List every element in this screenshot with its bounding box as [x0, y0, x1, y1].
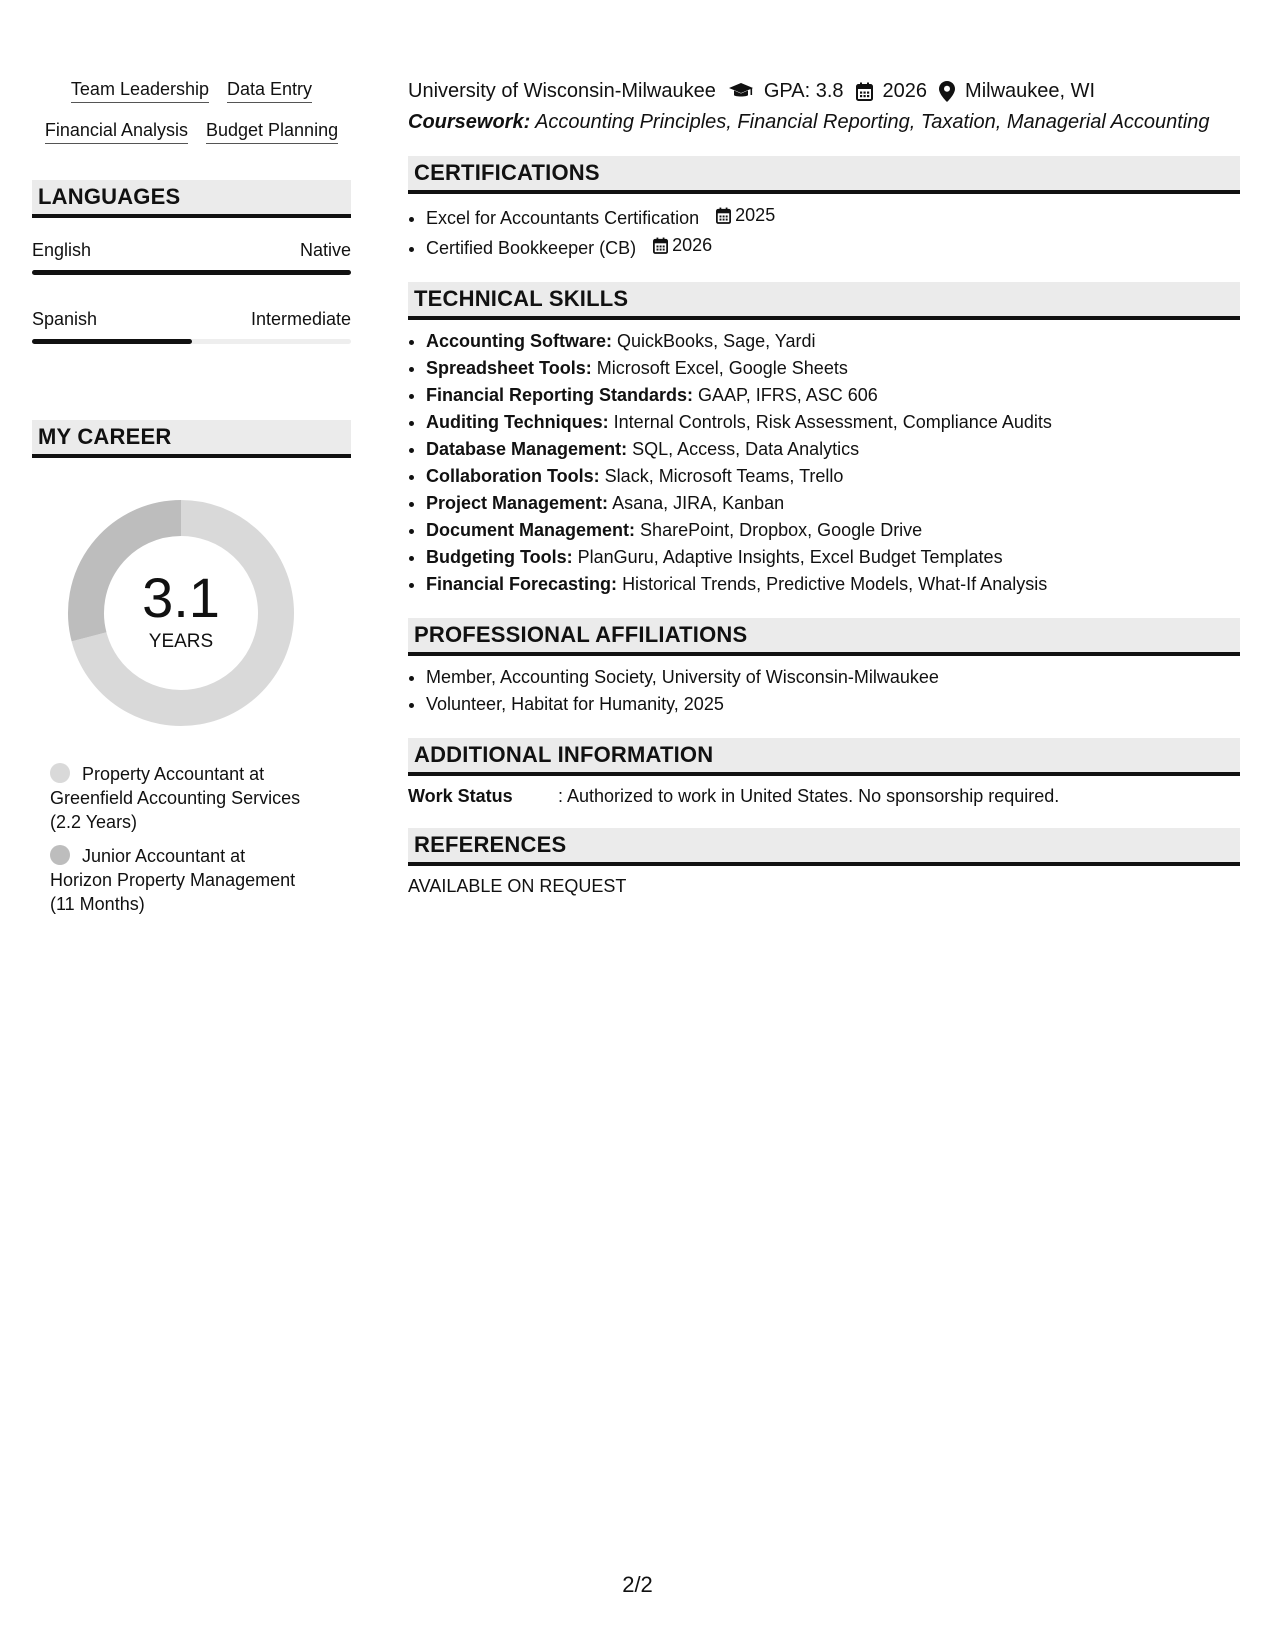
- skill-label: Accounting Software:: [426, 331, 613, 351]
- career-total-unit: YEARS: [148, 631, 214, 652]
- calendar-icon: [653, 237, 668, 254]
- skill-value: QuickBooks, Sage, Yardi: [617, 331, 816, 351]
- career-duration: (11 Months): [50, 894, 145, 914]
- language-name: English: [32, 240, 92, 260]
- language-name: Spanish: [32, 309, 98, 329]
- skill-value: Asana, JIRA, Kanban: [612, 493, 785, 513]
- list-item: [426, 382, 1240, 409]
- career-heading: MY CAREER: [32, 420, 351, 458]
- affiliations-heading: PROFESSIONAL AFFILIATIONS: [408, 618, 1240, 656]
- language-level: Intermediate: [250, 309, 351, 329]
- career-legend-item: [50, 762, 351, 834]
- career-legend: [50, 762, 351, 916]
- skill-label: Budgeting Tools:: [426, 547, 573, 567]
- list-item: [426, 355, 1240, 382]
- skill-value: Historical Trends, Predictive Models, What-If Analysis: [622, 574, 1048, 594]
- coursework-label: Coursework:: [408, 111, 531, 133]
- skill-value: GAAP, IFRS, ASC 606: [698, 385, 878, 405]
- languages-heading: LANGUAGES: [32, 180, 351, 218]
- work-status-value: : Authorized to work in United States. No sponsorship required.: [558, 786, 1060, 806]
- career-total-value: 3.1: [142, 566, 220, 629]
- list-item: [426, 232, 1240, 262]
- career-duration: (2.2 Years): [50, 812, 138, 832]
- list-item: • Member, Accounting Society, University of Wisconsin-Milwaukee: [426, 664, 1240, 691]
- career-company: Horizon Property Management: [50, 870, 296, 890]
- career-company: Greenfield Accounting Services: [50, 788, 301, 808]
- skill-value: Slack, Microsoft Teams, Trello: [604, 466, 844, 486]
- list-item: [426, 490, 1240, 517]
- certification-name: Excel for Accountants Certification: [426, 208, 700, 228]
- list-item: [426, 463, 1240, 490]
- skill-label: Spreadsheet Tools:: [426, 358, 592, 378]
- skill-label: Document Management:: [426, 520, 636, 540]
- list-item: [426, 436, 1240, 463]
- list-item: [426, 409, 1240, 436]
- skill-value: PlanGuru, Adaptive Insights, Excel Budget Templates: [577, 547, 1003, 567]
- certification-year: 2026: [672, 235, 713, 255]
- certifications-list: [408, 202, 1240, 262]
- skill-label: Project Management:: [426, 493, 609, 513]
- skills-row: [32, 78, 351, 103]
- language-proficiency-bar: [32, 339, 351, 344]
- language-item: [32, 309, 351, 344]
- references-text: AVAILABLE ON REQUEST: [408, 876, 627, 896]
- affiliations-list: [408, 664, 1240, 718]
- language-proficiency-fill: [32, 339, 192, 344]
- skill-label: Auditing Techniques:: [426, 412, 609, 432]
- education-line: [408, 78, 1240, 104]
- language-item: [32, 240, 351, 275]
- page-number: 2/2: [622, 1572, 653, 1597]
- graduation-cap-icon: [728, 82, 754, 100]
- list-item: [426, 202, 1240, 232]
- skills-row: [32, 119, 351, 144]
- school-name: University of Wisconsin-Milwaukee: [408, 80, 716, 102]
- language-proficiency-fill: [32, 270, 351, 275]
- skill-tag: Data Entry: [227, 78, 312, 103]
- skill-label: Financial Reporting Standards:: [426, 385, 694, 405]
- list-item: [426, 571, 1240, 598]
- language-proficiency-bar: [32, 270, 351, 275]
- language-level: Native: [299, 240, 351, 260]
- right-column: [408, 78, 1240, 897]
- gpa: GPA: 3.8: [763, 80, 844, 102]
- work-status-label: Work Status: [408, 786, 513, 806]
- certifications-heading: CERTIFICATIONS: [408, 156, 1240, 194]
- skill-tag: Team Leadership: [71, 78, 209, 103]
- certification-name: Certified Bookkeeper (CB): [426, 238, 637, 258]
- map-pin-icon: [939, 81, 955, 102]
- legend-dot-icon: [50, 845, 70, 865]
- list-item: • Volunteer, Habitat for Humanity, 2025: [426, 691, 1240, 718]
- list-item: [426, 544, 1240, 571]
- technical-skills-list: [408, 328, 1240, 598]
- coursework: [408, 108, 1240, 136]
- skill-value: Microsoft Excel, Google Sheets: [596, 358, 848, 378]
- skill-value: SharePoint, Dropbox, Google Drive: [640, 520, 923, 540]
- skill-label: Database Management:: [426, 439, 628, 459]
- references-heading: REFERENCES: [408, 828, 1240, 866]
- legend-dot-icon: [50, 763, 70, 783]
- career-role: Junior Accountant at: [82, 846, 246, 866]
- list-item: [426, 517, 1240, 544]
- calendar-icon: [856, 82, 873, 101]
- skill-label: Collaboration Tools:: [426, 466, 600, 486]
- school-location: Milwaukee, WI: [965, 80, 1096, 102]
- left-column: [32, 78, 351, 926]
- skill-tag: Financial Analysis: [45, 119, 188, 144]
- skill-value: Internal Controls, Risk Assessment, Compliance Audits: [613, 412, 1052, 432]
- coursework-list: Accounting Principles, Financial Reporting, Taxation, Managerial Accounting: [535, 111, 1210, 133]
- skill-value: SQL, Access, Data Analytics: [632, 439, 860, 459]
- additional-info-heading: ADDITIONAL INFORMATION: [408, 738, 1240, 776]
- calendar-icon: [716, 207, 731, 224]
- technical-skills-heading: TECHNICAL SKILLS: [408, 282, 1240, 320]
- skill-label: Financial Forecasting:: [426, 574, 618, 594]
- certification-year: 2025: [735, 205, 776, 225]
- career-role: Property Accountant at: [82, 764, 265, 784]
- career-legend-item: [50, 844, 351, 916]
- work-status-row: [408, 784, 1240, 808]
- career-donut-chart: [66, 498, 296, 728]
- graduation-year: 2026: [882, 80, 928, 102]
- skill-tag: Budget Planning: [206, 119, 338, 144]
- list-item: [426, 328, 1240, 355]
